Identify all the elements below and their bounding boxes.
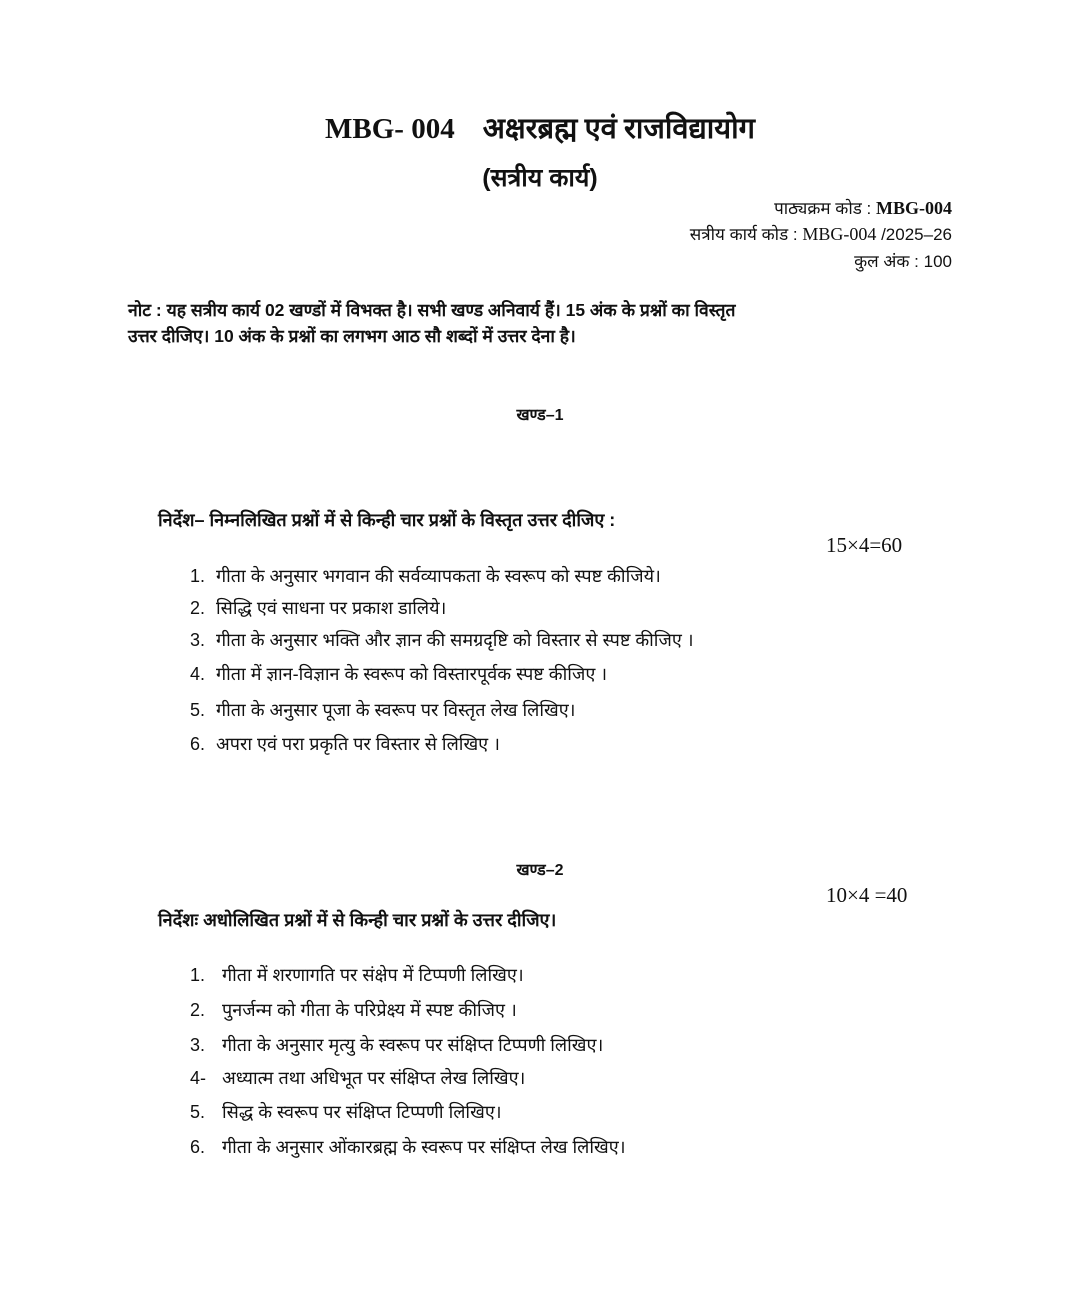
- assignment-year: /2025–26: [876, 225, 952, 244]
- question-item: [190, 732, 500, 756]
- question-text: सिद्धि एवं साधना पर प्रकाश डालिये।: [216, 598, 447, 618]
- question-item: [190, 963, 524, 987]
- course-title: अक्षरब्रह्म एवं राजविद्यायोग: [482, 113, 755, 145]
- question-text: गीता के अनुसार भगवान की सर्वव्यापकता के स्वरूप को स्पष्ट कीजिये।: [216, 566, 661, 586]
- document-title: [0, 108, 1080, 147]
- question-number: 1.: [190, 566, 206, 586]
- question-item: [190, 698, 576, 722]
- question-text: गीता में शरणागति पर संक्षेप में टिप्पणी लिखिए।: [222, 965, 524, 985]
- question-text: गीता में ज्ञान-विज्ञान के स्वरूप को विस्तारपूर्वक स्पष्ट कीजिए ।: [216, 664, 608, 684]
- question-item: [190, 1033, 603, 1057]
- course-code-line: [774, 196, 952, 219]
- question-text: अपरा एवं परा प्रकृति पर विस्तार से लिखिए ।: [216, 734, 500, 754]
- question-number: 2.: [190, 598, 206, 618]
- question-text: गीता के अनुसार पूजा के स्वरूप पर विस्तृत लेख लिखिए।: [216, 700, 576, 720]
- question-item: [190, 1135, 626, 1159]
- document-subtitle: (सत्रीय कार्य): [482, 164, 598, 192]
- question-item: [190, 1100, 502, 1124]
- course-code-value: MBG-004: [876, 198, 952, 218]
- question-text: पुनर्जन्म को गीता के परिप्रेक्ष्य में स्पष्ट कीजिए ।: [222, 1000, 517, 1020]
- question-item: [190, 1066, 525, 1090]
- question-text: सिद्ध के स्वरूप पर संक्षिप्त टिप्पणी लिखिए।: [222, 1102, 502, 1122]
- question-text: गीता के अनुसार ओंकारब्रह्म के स्वरूप पर संक्षिप्त लेख लिखिए।: [222, 1137, 626, 1157]
- note-paragraph: [128, 297, 952, 349]
- assignment-code-value: MBG-004: [802, 224, 877, 244]
- course-code: MBG- 004: [325, 113, 455, 145]
- question-number: 5.: [190, 1102, 206, 1122]
- note-line: उत्तर दीजिए। 10 अंक के प्रश्नों का लगभग आठ सौ शब्दों में उत्तर देना है।: [128, 326, 576, 346]
- question-text: अध्यात्म तथा अधिभूत पर संक्षिप्त लेख लिखिए।: [222, 1068, 526, 1088]
- total-marks-line: [854, 249, 952, 272]
- note-line: नोट : यह सत्रीय कार्य 02 खण्डों में विभक्त है। सभी खण्ड अनिवार्य हैं। 15 अंक के प्रश्नों का विस्तृत: [128, 300, 736, 320]
- question-number: 1.: [190, 965, 206, 985]
- total-marks-label: कुल अंक :: [854, 252, 919, 271]
- section-1-heading: खण्ड–1: [516, 407, 564, 424]
- question-text: गीता के अनुसार मृत्यु के स्वरूप पर संक्षिप्त टिप्पणी लिखिए।: [222, 1035, 604, 1055]
- question-item: [190, 628, 694, 652]
- total-marks-value: 100: [923, 252, 952, 271]
- question-number: 3.: [190, 1035, 206, 1055]
- section-1-direction: निर्देश– निम्नलिखित प्रश्नों में से किन्ही चार प्रश्नों के विस्तृत उत्तर दीजिए :: [158, 510, 616, 530]
- section-2-marks: 10×4 =40: [826, 883, 908, 907]
- question-number: 2.: [190, 1000, 206, 1020]
- section-2-direction: निर्देशः अधोलिखित प्रश्नों में से किन्ही चार प्रश्नों के उत्तर दीजिए।: [158, 910, 557, 930]
- question-item: [190, 998, 517, 1022]
- question-number: 5.: [190, 700, 206, 720]
- question-text: गीता के अनुसार भक्ति और ज्ञान की समग्रदृष्टि को विस्तार से स्पष्ट कीजिए ।: [216, 630, 694, 650]
- question-item: [190, 662, 607, 686]
- question-item: [190, 596, 446, 620]
- course-code-label: पाठ्यक्रम कोड :: [774, 199, 872, 218]
- question-number: 6.: [190, 1137, 206, 1157]
- assignment-code-line: [690, 222, 952, 245]
- section-2-heading: खण्ड–2: [516, 862, 564, 879]
- section-1-marks: 15×4=60: [826, 533, 903, 557]
- assignment-code-label: सत्रीय कार्य कोड :: [689, 225, 798, 244]
- question-number: 4.: [190, 664, 206, 684]
- question-number: 4-: [190, 1068, 207, 1088]
- question-item: [190, 564, 661, 588]
- question-number: 3.: [190, 630, 206, 650]
- question-number: 6.: [190, 734, 206, 754]
